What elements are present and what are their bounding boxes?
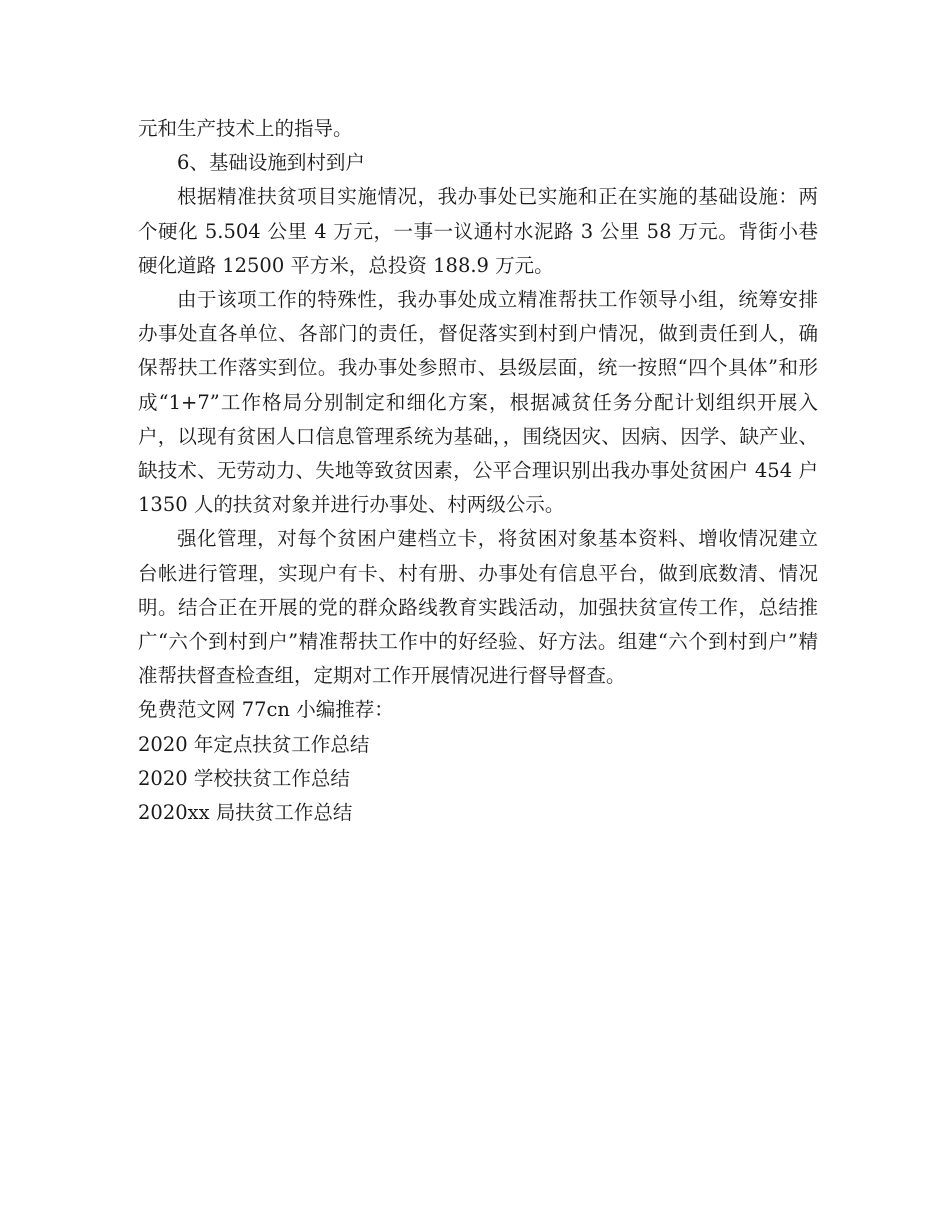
section-heading: 6、基础设施到村到户 <box>177 151 365 175</box>
paragraph-infrastructure: 根据精准扶贫项目实施情况，我办事处已实施和正在实施的基础设施：两个硬化 5.504 公里 4 万元，一事一议通村水泥路 3 公里 58 万元。背街小巷硬化道路 12500 平方米，总投资 188.9 万元。 <box>138 185 818 277</box>
recommendation-link[interactable]: 2020xx 局扶贫工作总结 <box>138 801 353 825</box>
recommendation-link[interactable]: 2020 年定点扶贫工作总结 <box>138 732 370 756</box>
recommendation-header: 免费范文网 77cn 小编推荐： <box>138 698 394 722</box>
recommendation-link[interactable]: 2020 学校扶贫工作总结 <box>138 766 350 790</box>
paragraph-management: 强化管理，对每个贫困户建档立卡，将贫困对象基本资料、增收情况建立台帐进行管理，实现户有卡、村有册、办事处有信息平台，做到底数清、情况明。结合正在开展的党的群众路线教育实践活动，加强扶贫宣传工作，总结推广“六个到村到户”精准帮扶工作中的好经验、好方法。组建“六个到村到户”精准帮扶督查检查组，定期对工作开展情况进行督导督查。 <box>138 527 818 688</box>
document-page <box>138 112 818 830</box>
intro-fragment: 元和生产技术上的指导。 <box>138 117 353 140</box>
paragraph-leadership: 由于该项工作的特殊性，我办事处成立精准帮扶工作领导小组，统筹安排办事处直各单位、各部门的责任，督促落实到村到户情况，做到责任到人，确保帮扶工作落实到位。我办事处参照市、县级层面，统一按照“四个具体”和形成“1+7”工作格局分别制定和细化方案，根据减贫任务分配计划组织开展入户，以现有贫困人口信息管理系统为基础，，围绕因灾、因病、因学、缺产业、缺技术、无劳动力、失地等致贫因素，公平合理识别出我办事处贫困户 454 户 1350 人的扶贫对象并进行办事处、村两级公示。 <box>138 288 818 517</box>
